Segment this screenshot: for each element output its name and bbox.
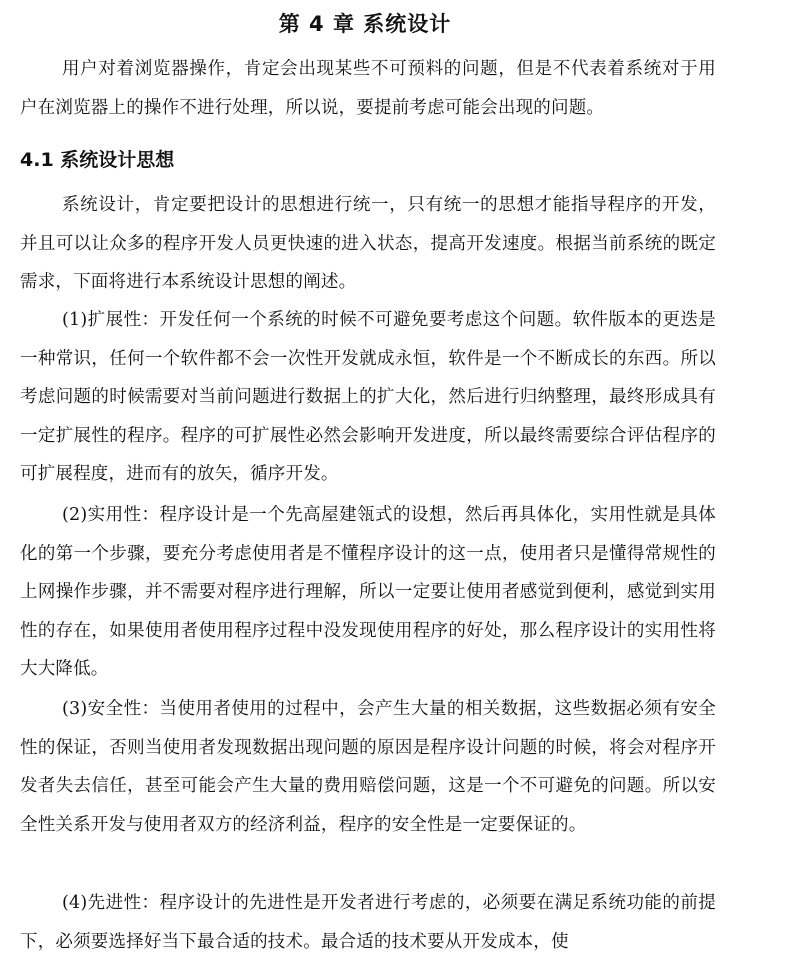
chapter-title: 第 4 章 系统设计 <box>278 12 452 36</box>
section-heading: 4.1 系统设计思想 <box>20 149 175 171</box>
item-paragraph-security: (3)安全性：当使用者使用的过程中，会产生大量的相关数据，这些数据必须有安全性的保证，否则当使用者发现数据出现问题的原因是程序设计问题的时候，将会对程序开发者失去信任，甚至可能会产生大量的费用赔偿问题，这是一个不可避免的问题。所以安全性关系开发与使用者双方的经济利益，程序的安全性是一定要保证的。 <box>20 699 716 835</box>
section-paragraph: 系统设计，肯定要把设计的思想进行统一，只有统一的思想才能指导程序的开发，并且可以让众多的程序开发人员更快速的进入状态，提高开发速度。根据当前系统的既定需求，下面将进行本系统设计思想的阐述。 <box>20 195 716 292</box>
item-paragraph-practicality: (2)实用性：程序设计是一个先高屋建瓴式的设想，然后再具体化，实用性就是具体化的第一个步骤，要充分考虑使用者是不懂程序设计的这一点，使用者只是懂得常规性的上网操作步骤，并不需要对程序进行理解，所以一定要让使用者感觉到便利，感觉到实用性的存在，如果使用者使用程序过程中没发现使用程序的好处，那么程序设计的实用性将大大降低。 <box>20 505 716 679</box>
item-paragraph-extensibility: (1)扩展性：开发任何一个系统的时候不可避免要考虑这个问题。软件版本的更迭是一种常识，任何一个软件都不会一次性开发就成永恒，软件是一个不断成长的东西。所以考虑问题的时候需要对当前问题进行数据上的扩大化，然后进行归纳整理，最终形成具有一定扩展性的程序。程序的可扩展性必然会影响开发进度，所以最终需要综合评估程序的可扩展程度，进而有的放矢，循序开发。 <box>20 310 716 484</box>
chapter-intro-paragraph: 用户对着浏览器操作，肯定会出现某些不可预料的问题，但是不代表着系统对于用户在浏览器上的操作不进行处理，所以说，要提前考虑可能会出现的问题。 <box>20 59 716 118</box>
item-paragraph-advancement: (4)先进性：程序设计的先进性是开发者进行考虑的，必须要在满足系统功能的前提下，必须要选择好当下最合适的技术。最合适的技术要从开发成本，使 <box>20 893 716 952</box>
